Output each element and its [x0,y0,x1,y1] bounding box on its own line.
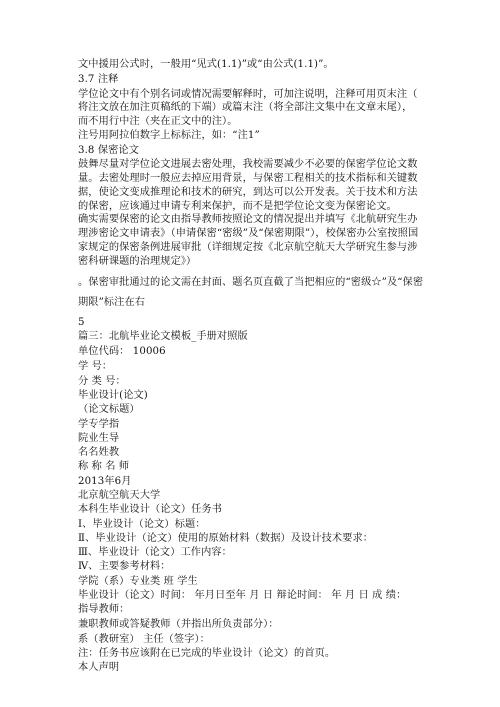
text-line: 毕业设计（论文）时间： 年月日至年 月 日 辩论时间： 年 月 日 成 绩： [78,590,407,601]
text-line: 文中援用公式时，一般用“见式(1.1)”或“由公式(1.1)”。 [78,59,334,70]
text-line: 将注文放在加注页稿纸的下端）或篇末注（将全部注文集中在文章末尾）， [78,102,413,113]
text-line: 密科研课题的治理规定》） [78,256,197,267]
text-line: 系（教研室） 主任（签字）： [78,634,210,645]
text-line: 学 号： [78,361,113,372]
text-line: 指导教师： [78,604,130,615]
text-line: 学位论文中有个别名词或情况需要解释时，可加注说明，注释可用页末注（ [78,89,418,100]
text-line: Ⅳ、主要参考材料： [78,561,171,572]
text-line: 学院（系）专业类 班 学生 [78,576,198,587]
text-line: 毕业设计(论文) [78,390,148,401]
text-line: 兼职教师或答疑教师（并指出所负责部分）： [78,619,279,630]
text-line: 单位代码： 10006 [78,346,166,357]
text-line: 称 称 名 师 [78,461,130,472]
text-line: 分 类 号： [78,376,126,387]
text-line: 本人声明 [78,662,120,673]
text-line: 期限”标注在右 [78,297,146,308]
section-heading: 3.8 保密论文 [78,145,139,156]
text-line: 北京航空航天大学 [78,490,161,501]
text-line: 名名姓教 [78,447,120,458]
text-line: 家规定的保密条例进展审批（详细规定按《北京航空航天大学研究生参与涉 [78,242,418,253]
text-line: 鼓舞尽量对学位论文进展去密处理，我校需要减少不必要的保密学位论文数 [78,159,418,170]
page-number: 5 [78,317,85,328]
text-line: 理涉密论文申请表》（申请保密“密级”及“保密期限”），校保密办公室按照国 [78,228,419,239]
text-line: 2013年6月 [78,476,132,487]
text-line: 篇三：北航毕业论文模板_手册对照版 [78,331,248,342]
text-line: 的保密，应该通过申请专利来保护，而不是把学位论文变为保密论文。 [78,201,397,212]
text-line: 注号用阿拉伯数字上标标注，如：“注1” [78,130,260,141]
text-line: （论文标题） [78,404,140,415]
text-line: 学专学指 [78,419,120,430]
text-line: 本科生毕业设计（论文）任务书 [78,504,223,515]
text-line: 院业生导 [78,433,120,444]
text-line: Ⅰ、毕业设计（论文）标题： [78,519,206,530]
text-line: 。保密审批通过的论文需在封面、题名页直截了当把相应的“密级☆”及“保密 [78,277,424,288]
text-line: Ⅱ、毕业设计（论文）使用的原始材料（数据）及设计技术要求： [78,533,374,544]
section-heading: 3.7 注释 [78,74,119,85]
text-line: 而不用行中注（夹在正文中的注）。 [78,116,238,127]
text-line: 注：任务书应该附在已完成的毕业设计（论文）的首页。 [78,648,336,659]
text-line: 确实需要保密的论文由指导教师按照论文的情况提出并填写《北航研究生办 [78,214,418,225]
text-line: 量。去密处理时一般应去掉应用背景，与保密工程相关的技术指标和关键数 [78,173,418,184]
text-line: Ⅲ、毕业设计（论文）工作内容： [78,547,232,558]
text-line: 据，使论文变成推理论和技术的研究，到达可以公开发表。关于技术和方法 [78,187,418,198]
